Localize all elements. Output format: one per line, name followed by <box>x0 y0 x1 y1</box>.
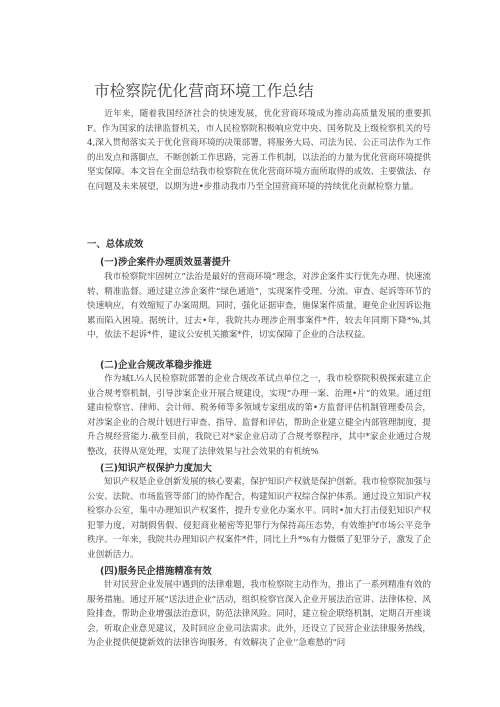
subsection-text-2: 作为城L⅓人民检察院部署的企业合规改革试点单位之一，我市检察院积极探索建立企业合规考察机制，引导涉案企业开展合规建设，实现“办理一案、治理•片”的效果。通过组建由检察官、律师、会计师、税务师等多领域专家组成的第•方监督评估机制管理委员会，对涉案企业的合规计划进行审查、指导、监督和评估，帮助企业建立健全内部管理制度，提升合规经营能力.截至目前，我院已对*家企业启动了合规考察程序，其中*家企业通过合规整改，获得从宽处理，实现了法律效果与社会效果的有机统% <box>87 374 431 457</box>
subsection-text-1: 我市检察院牢固树立“法治是最好的营商环境”理念，对涉企案件实行优先办理、快速流转、精准监督。通过建立涉企案件“绿色通道”，实现案件受理、分流、审查、起诉等环节的快速响应，有效缩短了办案周期。同时，强化证据审查，施保案件质量，避免企业因诉讼拖累而陷入困境。据统计，过去•年，我院共办理涉企刑事案件*件，较去年同期下降*%,其中，依法不起诉*件，建议公安机关撤案*件，切实保障了企业的合法权益。 <box>87 272 431 341</box>
subsection-text-4: 针对民营企业发展中遇到的法律难题，我市检察院主动作为，推出了一系列精准有效的服务措施。通过开展“送法进企业”活动，组织检察官深入企业开展法治宣讲、法律体检、风险排查，帮助企业增强法治意识，防范法律风险。同时，建立检企联络机制，定期召开座谈会，听取企业意见建议，及时回应企业司法需求。此外，还设立了民营企业法律服务热线，为企业提供便捷新效的法律咨询服务，有效解决了企业'’急难愁的"问 <box>87 580 431 649</box>
subsection-heading-4: (四)服务民企措施精准有效 <box>100 566 212 577</box>
document-title: 市检察院优化营商环境工作总结 <box>94 82 314 100</box>
subsection-paragraph-3 <box>87 475 431 563</box>
section-heading-overall-results: 一、总体成效 <box>87 239 144 250</box>
subsection-paragraph-1 <box>87 270 431 343</box>
intro-text: 近年来，随着我国经济社会的快速发展，优化营商环境成为推动高质量发展的重要抓F。作为国家的法律监督机关，市人民检察院积极响应党中央、国务院及上级检察机关的号4,深入贯彻落实关于优化营商环境的决策部署，将服务大局、司法为民、公正司法作为工作的出发点和落脚点，不断创新工作思路，完善工作机制，以法治的力量为优化营商环境提供坚实保障。本文旨在全面总结我市检察院在优化营商环境方面所取得的成效、主要做法、存在问题及未来展望，以期为进•步推动我市乃至全国营商环境的持续优化贡献检察力量。 <box>87 109 431 192</box>
subsection-heading-3: (三)知识产权保护力度加大 <box>100 463 212 474</box>
intro-paragraph <box>87 107 431 195</box>
subsection-paragraph-2 <box>87 372 431 460</box>
subsection-heading-1: (一)涉企案件办理质效显著提升 <box>100 257 231 268</box>
subsection-paragraph-4 <box>87 578 431 651</box>
subsection-text-3: 知识产权是企业创新发展的核心要素，保护知识产权就是保护创新。我市检察院加强与公安、法院、市场监管等部门的协作配合，构建知识产权综合保护体系。通过设立知识产权检察办公室，集中办理知识产权案件，提升专业化办案水平。同时•加大打击侵犯知识产权犯罪力度，对制假售假、侵犯商业秘密等犯罪行为保持高压态势，有效维护f市场公平竞争秩序。一年来，我院共办理知识产权案件*件，同比上升*%有力慑慑了犯罪分子，激发了企业创新活力。 <box>87 477 431 560</box>
subsection-heading-2: (二)企业合规改革稳步推进 <box>100 360 212 371</box>
